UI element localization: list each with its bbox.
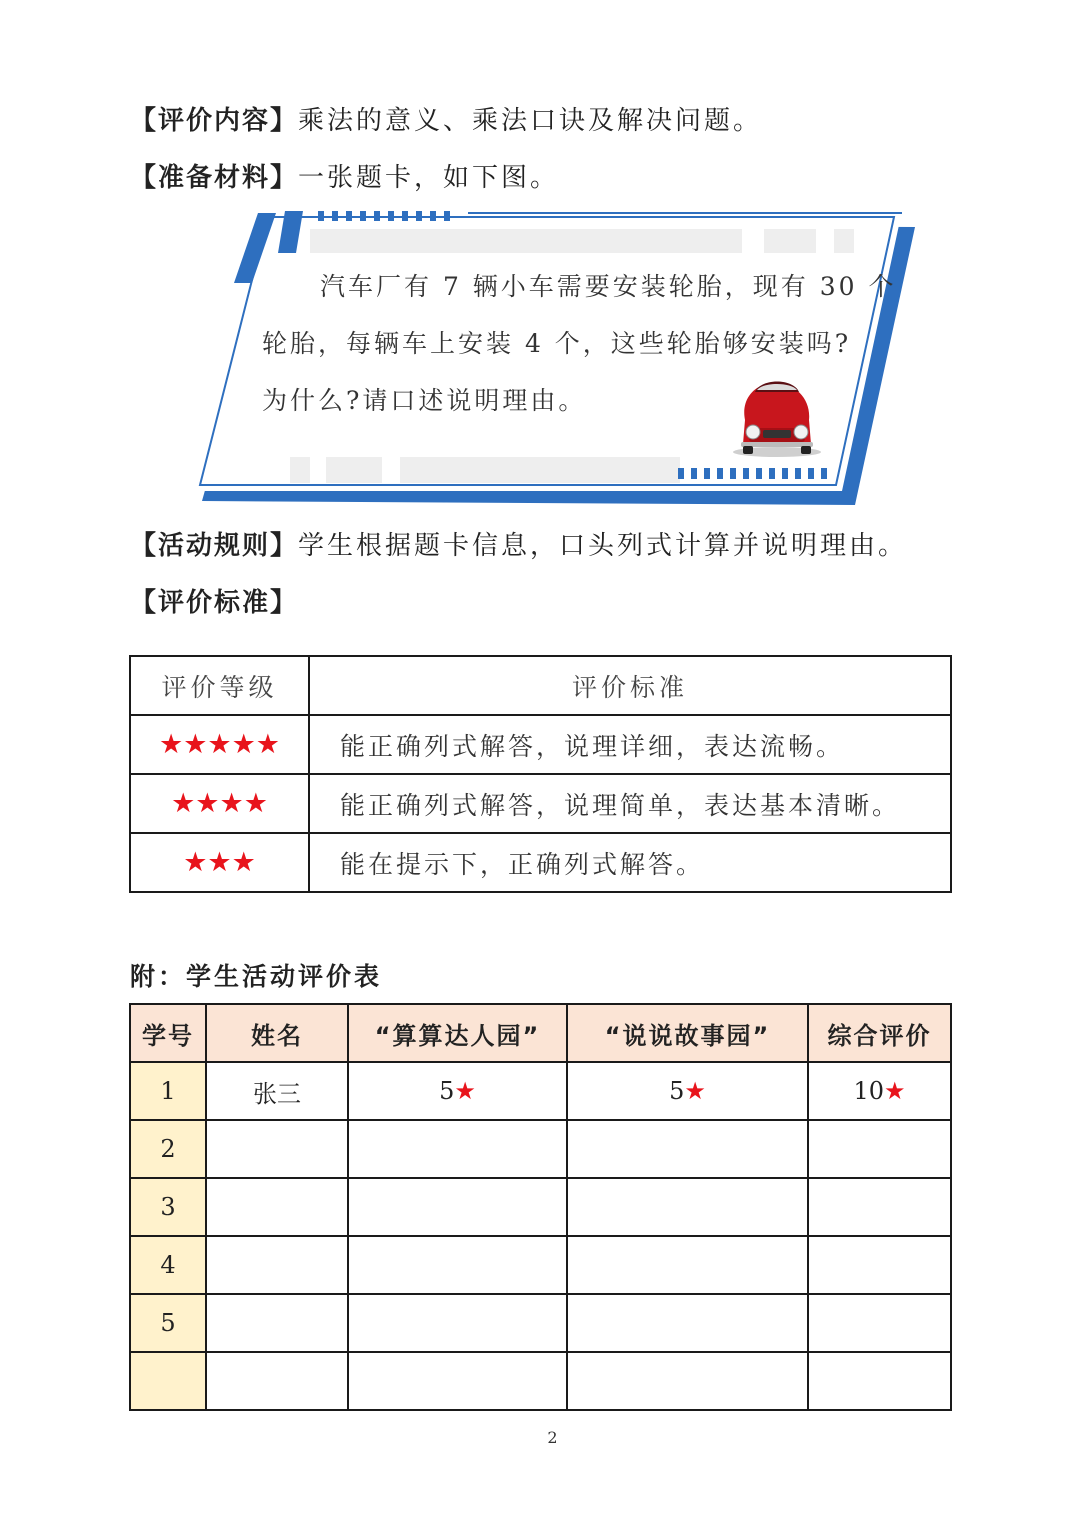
- table-row: [130, 1178, 951, 1236]
- cell-calc: [348, 1236, 567, 1294]
- table-row: [130, 1120, 951, 1178]
- cell-name: [206, 1120, 348, 1178]
- appendix-title: 附：学生活动评价表: [130, 962, 383, 991]
- rules-text: 学生根据题卡信息，口头列式计算并说明理由。: [298, 531, 908, 561]
- table-row: [130, 1294, 951, 1352]
- star-icon: ★: [884, 1077, 906, 1105]
- cell-name: [206, 1236, 348, 1294]
- star-icon: ★: [684, 1077, 706, 1105]
- calc-score: 5: [439, 1077, 455, 1105]
- card-question-line-2: 轮胎，每辆车上安装 4 个，这些轮胎够安装吗?: [262, 329, 852, 358]
- eval-content-line: [130, 100, 762, 137]
- rules-line: [130, 525, 907, 562]
- cell-student-no: [130, 1352, 206, 1410]
- cell-name: [206, 1294, 348, 1352]
- cell-total: [808, 1178, 951, 1236]
- cell-story: [567, 1120, 808, 1178]
- cell-student-no: 3: [130, 1178, 206, 1236]
- materials-text: 一张题卡，如下图。: [298, 163, 560, 193]
- star-rating: [130, 715, 309, 774]
- materials-label: 【准备材料】: [130, 163, 299, 193]
- total-score: 10: [853, 1077, 885, 1105]
- criteria-row: [130, 774, 951, 833]
- cell-calc: [348, 1120, 567, 1178]
- cell-name: 张三: [206, 1062, 348, 1120]
- header-calc: “算算达人园”: [348, 1004, 567, 1062]
- table-row: [130, 1236, 951, 1294]
- header-total: 综合评价: [808, 1004, 951, 1062]
- header-name: 姓名: [206, 1004, 348, 1062]
- cell-name: [206, 1178, 348, 1236]
- header-story: “说说故事园”: [567, 1004, 808, 1062]
- cell-student-no: 2: [130, 1120, 206, 1178]
- criteria-text: 能正确列式解答，说理简单，表达基本清晰。: [309, 774, 951, 833]
- star-icon: ★★★: [183, 847, 256, 878]
- table-row: [130, 1062, 951, 1120]
- cell-story: [567, 1352, 808, 1410]
- cell-calc: [348, 1178, 567, 1236]
- criteria-row: [130, 715, 951, 774]
- cell-calc: [348, 1294, 567, 1352]
- cell-story: [567, 1062, 808, 1120]
- cell-story: [567, 1236, 808, 1294]
- card-frame: [190, 205, 920, 515]
- criteria-heading: [130, 582, 298, 619]
- criteria-header-level: 评价等级: [130, 656, 309, 715]
- criteria-text: 能在提示下，正确列式解答。: [309, 833, 951, 892]
- star-rating: [130, 833, 309, 892]
- cell-total: [808, 1236, 951, 1294]
- cell-total: [808, 1294, 951, 1352]
- star-icon: ★★★★★: [158, 729, 281, 760]
- card-question-line-3: 为什么?请口述说明理由。: [262, 386, 587, 415]
- story-score: 5: [669, 1077, 685, 1105]
- criteria-header-standard: 评价标准: [309, 656, 951, 715]
- header-student-no: 学号: [130, 1004, 206, 1062]
- page-number: 2: [547, 1428, 558, 1447]
- table-row: [130, 1352, 951, 1410]
- cell-total: [808, 1062, 951, 1120]
- card-question-line-1: 汽车厂有 7 辆小车需要安装轮胎，现有 30 个: [320, 272, 897, 301]
- materials-line: [130, 157, 559, 194]
- cell-total: [808, 1352, 951, 1410]
- criteria-label: 【评价标准】: [130, 588, 299, 618]
- cell-calc: [348, 1352, 567, 1410]
- cell-calc: [348, 1062, 567, 1120]
- cell-story: [567, 1294, 808, 1352]
- criteria-header-row: [130, 656, 951, 715]
- star-rating: [130, 774, 309, 833]
- eval-content-label: 【评价内容】: [130, 106, 299, 136]
- eval-content-text: 乘法的意义、乘法口诀及解决问题。: [298, 106, 763, 136]
- cell-story: [567, 1178, 808, 1236]
- question-card: [190, 205, 920, 515]
- criteria-row: [130, 833, 951, 892]
- cell-student-no: 1: [130, 1062, 206, 1120]
- criteria-text: 能正确列式解答，说理详细，表达流畅。: [309, 715, 951, 774]
- star-icon: ★: [454, 1077, 476, 1105]
- cell-name: [206, 1352, 348, 1410]
- evaluation-table: [129, 1003, 952, 1411]
- criteria-table: [129, 655, 952, 893]
- rules-label: 【活动规则】: [130, 531, 299, 561]
- cell-total: [808, 1120, 951, 1178]
- star-icon: ★★★★: [171, 788, 268, 819]
- evaluation-header-row: [130, 1004, 951, 1062]
- cell-student-no: 4: [130, 1236, 206, 1294]
- cell-student-no: 5: [130, 1294, 206, 1352]
